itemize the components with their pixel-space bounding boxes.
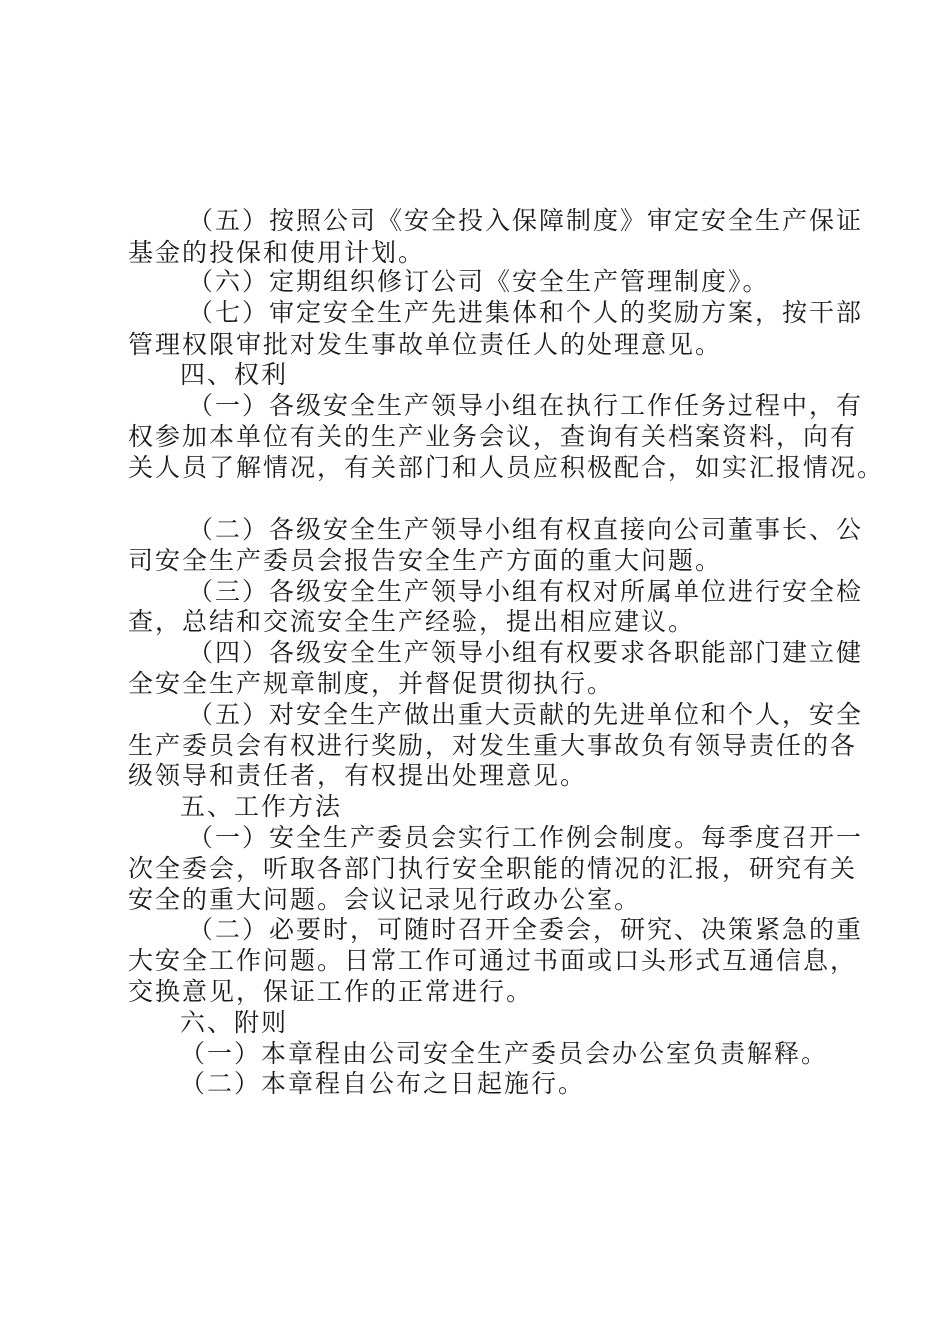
text-line: （七）审定安全生产先进集体和个人的奖励方案，按干部: [188, 298, 864, 327]
text-line: （一）各级安全生产领导小组在执行工作任务过程中，有: [188, 391, 864, 420]
text-line: 生产委员会有权进行奖励，对发生重大事故负有领导责任的各: [128, 731, 858, 760]
text-line: 基金的投保和使用计划。: [128, 238, 426, 267]
text-line: （四）各级安全生产领导小组有权要求各职能部门建立健: [188, 638, 864, 667]
text-line: 大安全工作问题。日常工作可通过书面或口头形式互通信息，: [128, 946, 858, 975]
text-line: （六）定期组织修订公司《安全生产管理制度》。: [188, 267, 770, 296]
text-line: （一）安全生产委员会实行工作例会制度。每季度召开一: [188, 823, 864, 852]
text-line: 查，总结和交流安全生产经验，提出相应建议。: [128, 607, 696, 636]
text-line: 权参加本单位有关的生产业务会议，查询有关档案资料，向有: [128, 422, 858, 451]
text-line: 交换意见，保证工作的正常进行。: [128, 977, 534, 1006]
text-line: 关人员了解情况，有关部门和人员应积极配合，如实汇报情况。: [128, 453, 885, 482]
text-line: （五）对安全生产做出重大贡献的先进单位和个人，安全: [188, 700, 864, 729]
text-line: 管理权限审批对发生事故单位责任人的处理意见。: [128, 330, 723, 359]
text-line: 级领导和责任者，有权提出处理意见。: [128, 761, 588, 790]
text-line: 次全委会，听取各部门执行安全职能的情况的汇报，研究有关: [128, 854, 858, 883]
text-line: （二）本章程自公布之日起施行。: [180, 1069, 586, 1098]
section-heading: 六、附则: [180, 1008, 289, 1037]
text-line: （二）必要时，可随时召开全委会，研究、决策紧急的重: [188, 915, 864, 944]
text-line: （二）各级安全生产领导小组有权直接向公司董事长、公: [188, 515, 864, 544]
text-line: （三）各级安全生产领导小组有权对所属单位进行安全检: [188, 577, 864, 606]
text-line: 安全的重大问题。会议记录见行政办公室。: [128, 885, 642, 914]
section-heading: 四、权利: [180, 360, 289, 389]
section-heading: 五、工作方法: [180, 792, 343, 821]
text-line: （一）本章程由公司安全生产委员会办公室负责解释。: [180, 1039, 829, 1068]
text-line: （五）按照公司《安全投入保障制度》审定安全生产保证: [188, 206, 864, 235]
text-line: 全安全生产规章制度，并督促贯彻执行。: [128, 669, 615, 698]
text-line: 司安全生产委员会报告安全生产方面的重大问题。: [128, 546, 723, 575]
